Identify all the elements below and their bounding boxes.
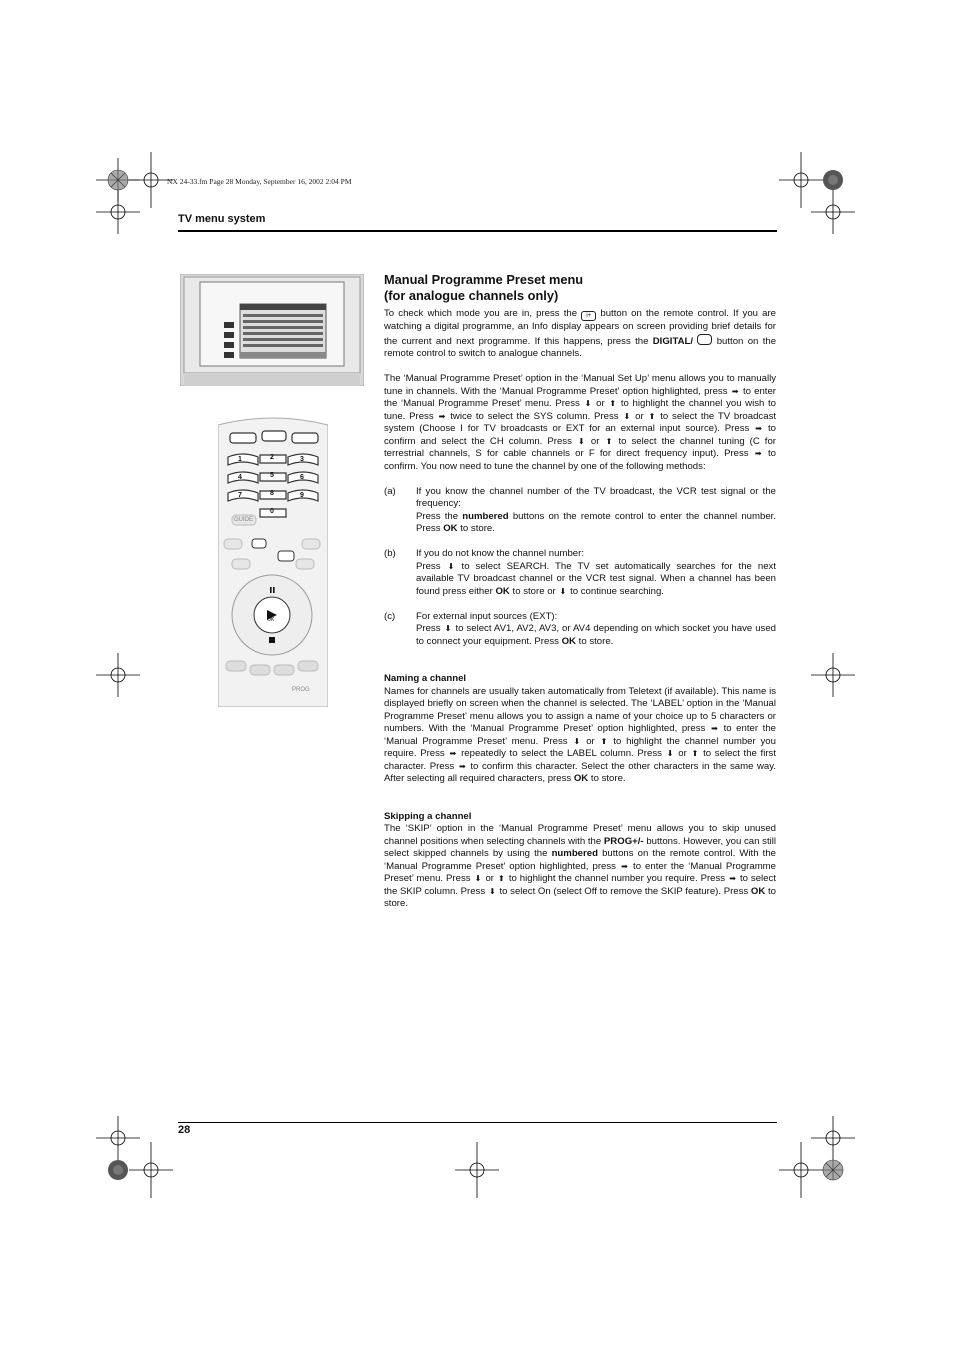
registration-mark-bottom-left [129, 1142, 173, 1198]
right-arrow-icon: ➡ [438, 411, 446, 421]
color-bar-circle-top-right [823, 170, 843, 190]
remote-illustration [218, 417, 328, 707]
key-8: 8 [270, 490, 274, 497]
right-arrow-icon: ➡ [621, 861, 628, 871]
up-arrow-icon: ⬆ [609, 399, 617, 408]
up-arrow-icon: ⬆ [648, 411, 656, 421]
down-arrow-icon: ⬇ [573, 736, 581, 746]
guide-key-label: GUIDE [234, 517, 254, 523]
manual-preset-paragraph: The ‘Manual Programme Preset’ option in the ‘Manual Set Up’ menu allows you to manually tune in channels. With the ‘Manual Programme Preset’ option highlighted, press ➡ to enter the ‘Manual Programme Preset’ menu. Press ⬇ or ⬆ to highlight the channel you wish to tune. Press ➡ twice to select the SYS column. Press ⬇ or ⬆ to select the TV broadcast system (Choose I for TV broadcasts or EXT for an external input source). Press ➡ to confirm and select the CH column. Press ⬇ or ⬆ to select the channel tuning (C for terrestrial channels, S for cable channels or F for direct frequency input). Press ➡ to confirm. You now need to tune the channel by one of the following methods: [384, 373, 777, 472]
skipping-paragraph: The ‘SKIP’ option in the ‘Manual Programme Preset’ menu allows you to skip unused channel positions when selecting channels with the PROG+/- buttons. However, you can still select skipped channels by using the numbered buttons on the remote control. With the ‘Manual Programme Preset’ option highlighted, press ➡ to enter the ‘Manual Programme Preset’ menu. Press ⬇ or ⬆ to highlight the channel number you require. Press ➡ to select the SKIP column. Press ⬇ to select On (select Off to remove the SKIP feature). Press OK to store. [384, 823, 777, 909]
option-c-label: (c) [384, 610, 396, 622]
down-arrow-icon: ⬇ [488, 886, 496, 896]
header-rule [178, 230, 777, 232]
right-arrow-icon: ➡ [754, 449, 762, 458]
registration-mark-left-mid [96, 653, 140, 697]
article-title [384, 272, 776, 304]
key-3: 3 [300, 456, 304, 463]
down-arrow-icon: ⬇ [474, 874, 482, 883]
color-bar-circle-bottom-left [108, 1160, 128, 1180]
up-arrow-icon: ⬆ [498, 874, 505, 883]
footer-rule [178, 1122, 777, 1123]
article-title-line2: (for analogue channels only) [384, 288, 559, 303]
file-slug: NX 24-33.fm Page 28 Monday, September 16, 2002 2:04 PM [167, 177, 352, 186]
key-7: 7 [238, 492, 242, 499]
tv-illustration [180, 274, 364, 386]
starburst-top-left [108, 170, 128, 190]
article [384, 272, 776, 911]
registration-mark-left-lower [96, 1116, 140, 1160]
right-arrow-icon: ➡ [731, 386, 739, 396]
up-arrow-icon: ⬆ [691, 749, 699, 758]
registration-mark-left-upper [96, 190, 140, 234]
tv-button-icon [697, 334, 712, 345]
registration-mark-bottom-center [455, 1142, 499, 1198]
key-4: 4 [238, 474, 242, 481]
right-arrow-icon: ➡ [755, 424, 762, 433]
registration-mark-right-upper [811, 190, 855, 234]
intro-paragraph: To check which mode you are in, press the i+ button on the remote control. If you are watching a digital programme, an Info display appears on screen providing brief details for the current and next programme. If this happens, press the DIGITAL/ button on the remote control to switch to analogue channels. [384, 308, 777, 359]
up-arrow-icon: ⬆ [600, 736, 608, 746]
down-arrow-icon: ⬇ [623, 411, 631, 421]
registration-mark-bottom-right [779, 1142, 823, 1198]
article-title-line1: Manual Programme Preset menu [384, 272, 584, 287]
page-number: 28 [178, 1124, 191, 1136]
option-b-line1: If you do not know the channel number: [416, 548, 584, 559]
registration-mark-right-lower [811, 1116, 855, 1160]
key-0: 0 [270, 508, 274, 515]
ok-key-label: OK [267, 617, 275, 623]
right-arrow-icon: ➡ [729, 874, 736, 883]
right-arrow-icon: ➡ [458, 761, 466, 771]
key-1: 1 [238, 456, 242, 463]
down-arrow-icon: ⬇ [559, 586, 567, 596]
naming-heading: Naming a channel [384, 673, 467, 684]
key-5: 5 [270, 472, 274, 479]
option-c-line1: For external input sources (EXT): [416, 610, 558, 622]
down-arrow-icon: ⬇ [666, 749, 674, 758]
skipping-heading: Skipping a channel [384, 810, 472, 822]
option-c [384, 611, 776, 649]
option-b-label: (b) [384, 548, 396, 559]
prog-key-label: PROG [292, 687, 310, 693]
registration-mark-top-right [779, 152, 823, 208]
option-c-line2: Press ⬇ to select AV1, AV2, AV3, or AV4 depending on which socket you have used to connect your equipment. Press OK to store. [416, 623, 776, 647]
right-arrow-icon: ➡ [449, 749, 457, 758]
naming-paragraph: Names for channels are usually taken automatically from Teletext (if available). This name is displayed briefly on screen when the channel is selected. The ‘LABEL’ option in the ‘Manual Programme Preset’ menu allows you to assign a name of your choice up to 5 characters or numbers. With the ‘Manual Programme Preset’ option highlighted, press ➡ to enter the ‘Manual Programme Preset’ menu. Press ⬇ or ⬆ to highlight the channel number you require. Press ➡ repeatedly to select the LABEL column. Press ⬇ or ⬆ to select the first character. Press ➡ to confirm this character. Select the other characters in the same way. After selecting all required characters, press OK to store. [384, 685, 777, 784]
down-arrow-icon: ⬇ [447, 561, 455, 571]
down-arrow-icon: ⬇ [584, 399, 592, 408]
right-arrow-icon: ➡ [711, 724, 718, 733]
starburst-bottom-right [823, 1160, 843, 1180]
option-a-line1: If you know the channel number of the TV broadcast, the VCR test signal or the frequency: [416, 485, 776, 509]
option-a-line2: Press the numbered buttons on the remote control to enter the channel number. Press OK to store. [416, 510, 777, 534]
info-button-icon: i+ [581, 311, 596, 321]
key-6: 6 [300, 474, 304, 481]
section-title: TV menu system [178, 213, 266, 225]
option-b [384, 548, 776, 598]
option-a-label: (a) [384, 485, 396, 497]
down-arrow-icon: ⬇ [578, 436, 585, 446]
option-a [384, 486, 776, 536]
registration-mark-right-mid [811, 653, 855, 697]
key-9: 9 [300, 492, 304, 499]
down-arrow-icon: ⬇ [444, 624, 452, 633]
up-arrow-icon: ⬆ [605, 436, 613, 446]
option-b-line2: Press ⬇ to select SEARCH. The TV set automatically searches for the next available TV broadcast channel or the VCR test signal. When a channel has been found press either OK to store or ⬇ to continue searching. [416, 560, 776, 597]
key-2: 2 [270, 454, 274, 461]
